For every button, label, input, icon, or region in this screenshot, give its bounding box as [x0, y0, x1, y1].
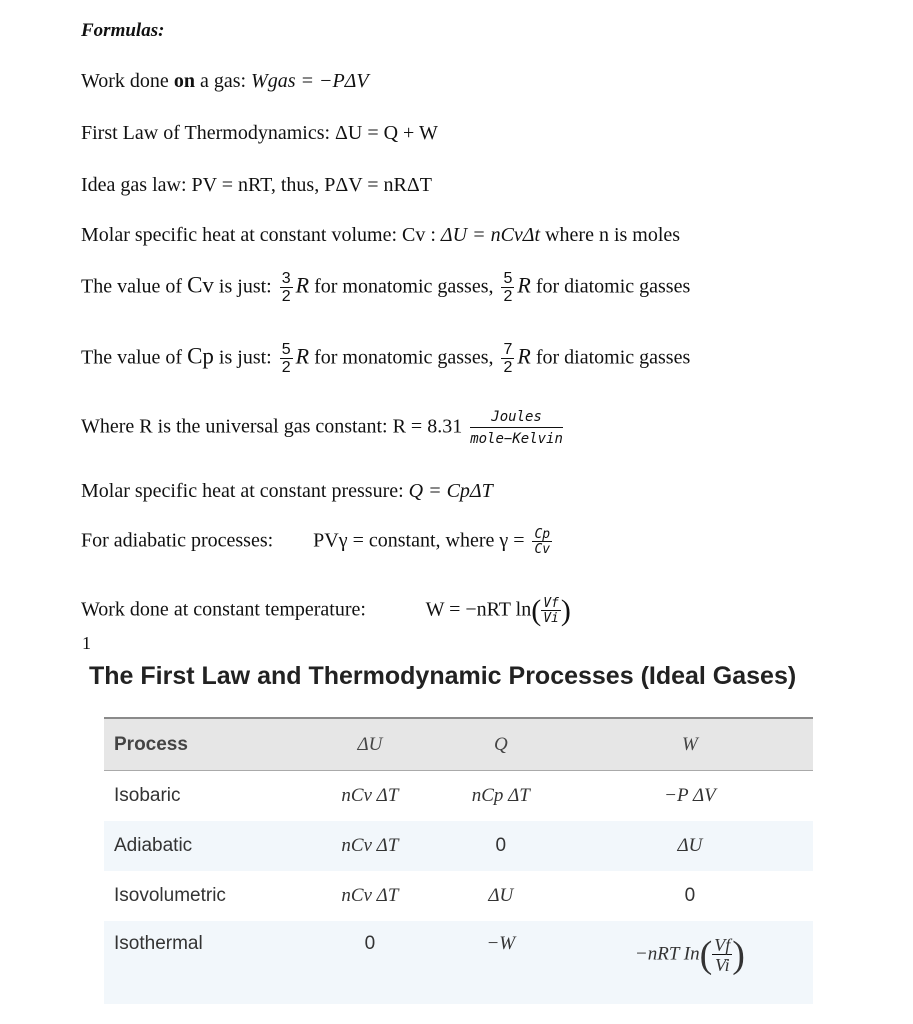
delta-u-value: nCv ΔT — [341, 885, 399, 906]
w-value: ΔU — [567, 821, 813, 871]
cp-value-formula: The value of Cp is just: $\frac{5}{2}$ R for monatomic gasses, $\frac{7}{2}$ R for diatomic gasses — [81, 341, 691, 376]
gamma-fraction: $\frac{Cp}{Cv}$ — [534, 527, 551, 557]
header-w: W — [567, 718, 813, 771]
table-header-row — [104, 718, 813, 771]
w-value: 0 — [684, 885, 696, 906]
q-value: nCp ΔT — [471, 785, 530, 806]
vf-over-vi-fraction: $\frac{Vf}{Vi}$ — [543, 596, 559, 626]
formulas-heading: Formulas: — [81, 20, 165, 41]
process-name: Isothermal — [104, 921, 305, 1004]
processes-table — [104, 717, 813, 1004]
delta-u-value: nCv ΔT — [305, 821, 435, 871]
fraction-5-2: $\frac{5}{2}$ — [503, 270, 513, 305]
header-process: Process — [104, 718, 305, 771]
process-name: Isovolumetric — [114, 885, 226, 906]
q-value: 0 — [435, 821, 567, 871]
header-q: Q — [435, 718, 567, 771]
table-row — [104, 821, 813, 871]
q-value: −W — [435, 921, 567, 1004]
table-row — [104, 871, 813, 921]
fraction-3-2: $\frac{3}{2}$ — [281, 270, 291, 305]
adiabatic-formula: For adiabatic processes: PVγ = constant, where γ = $\frac{Cp}{Cv}$ — [81, 527, 551, 557]
work-on-gas-formula: Work done on a gas: Wgas = −PΔV — [81, 70, 369, 92]
process-name: Adiabatic — [104, 821, 305, 871]
cv-definition-formula: Molar specific heat at constant volume: Cv : ΔU = nCvΔt where n is moles — [81, 224, 681, 246]
cp-definition-formula: Molar specific heat at constant pressure: Q = CpΔT — [81, 480, 493, 502]
q-value: ΔU — [488, 885, 514, 906]
isothermal-work-formula: Work done at constant temperature: W = −nRT ln( $\frac{Vf}{Vi}$ ) — [81, 594, 571, 627]
w-value: −nRT In( $\frac{Vf}{Vi}$ ) — [567, 921, 813, 1004]
fraction-5-2: $\frac{5}{2}$ — [281, 341, 291, 376]
delta-u-value: nCv ΔT — [341, 785, 399, 806]
w-value: −P ΔV — [664, 785, 716, 806]
section-title: The First Law and Thermodynamic Processes (Ideal Gases) — [89, 662, 797, 690]
table-row — [104, 771, 813, 822]
page-number: 1 — [82, 633, 91, 653]
table-row — [104, 921, 813, 1004]
header-delta-u: ΔU — [305, 718, 435, 771]
gas-constant-formula: Where R is the universal gas constant: R = 8.31 $\frac{\text{Joules}}{\text{mole−Kelvin}}$ — [81, 409, 563, 447]
delta-u-value: 0 — [305, 921, 435, 1004]
first-law-formula: First Law of Thermodynamics: ΔU = Q + W — [81, 122, 438, 144]
joules-per-mole-kelvin-fraction: $\frac{\text{Joules}}{\text{mole−Kelvin}}$ — [470, 409, 563, 447]
cv-value-formula: The value of Cv is just: $\frac{3}{2}$ R for monatomic gasses, $\frac{5}{2}$ R for diatomic gasses — [81, 270, 691, 305]
vf-over-vi-fraction: $\frac{Vf}{Vi}$ — [714, 935, 731, 975]
ideal-gas-law-formula: Idea gas law: PV = nRT, thus, PΔV = nRΔT — [81, 174, 432, 196]
fraction-7-2: $\frac{7}{2}$ — [503, 341, 513, 376]
process-name: Isobaric — [114, 785, 181, 806]
